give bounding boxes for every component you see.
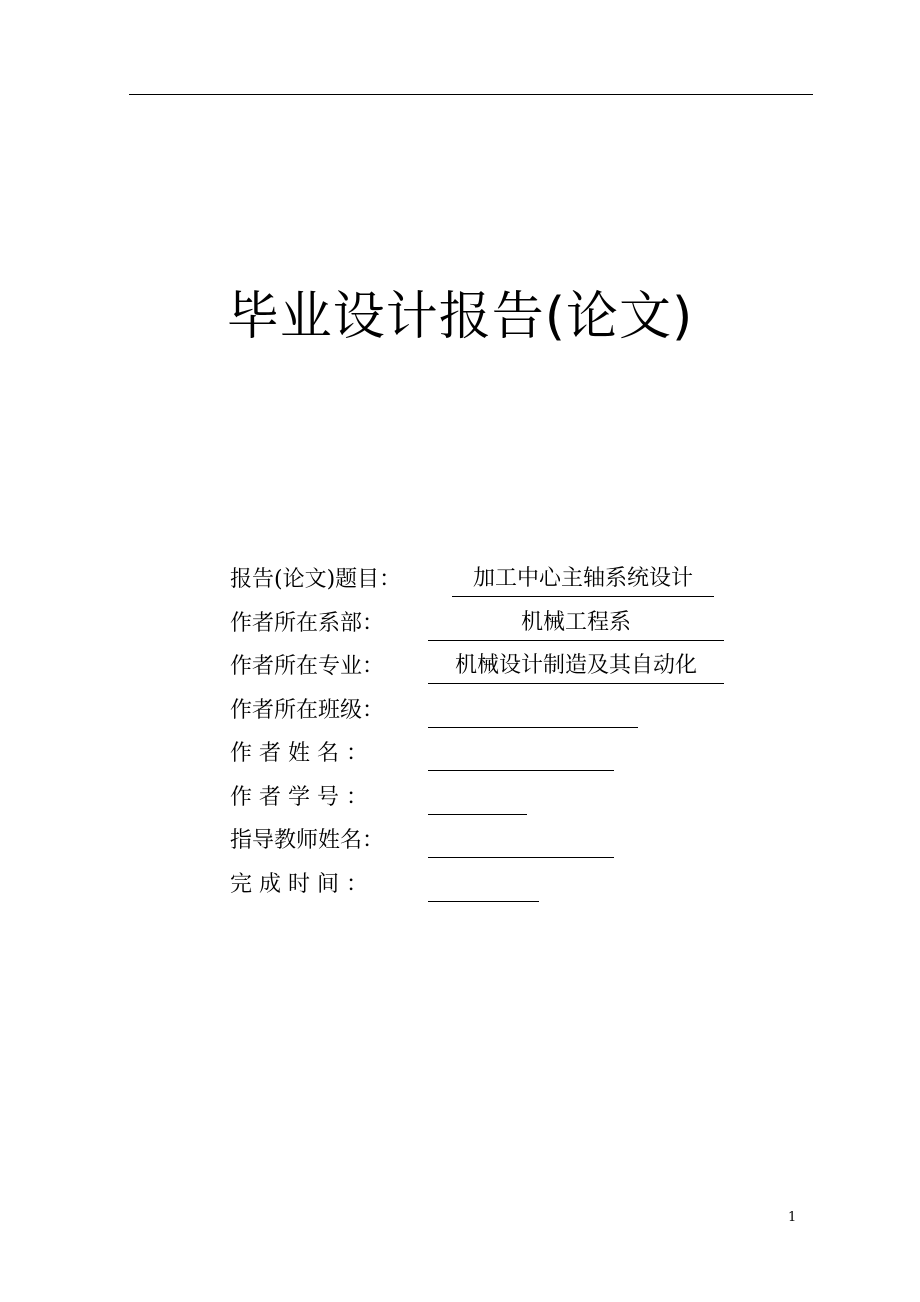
advisor-row <box>230 819 750 863</box>
name-value <box>428 736 614 771</box>
advisor-value <box>428 823 614 858</box>
student-id-value <box>428 780 527 815</box>
student-id-row <box>230 776 750 820</box>
department-value: 机械工程系 <box>428 606 724 641</box>
page-number: 1 <box>788 1210 797 1225</box>
class-value <box>428 693 638 728</box>
topic-row <box>230 558 750 602</box>
department-label: 作者所在系部： <box>230 610 385 636</box>
completion-time-label: 完 成 时 间 ： <box>230 871 368 897</box>
header-rule <box>129 94 813 95</box>
topic-label: 报告(论文)题目： <box>230 567 402 592</box>
completion-time-value <box>428 867 539 902</box>
cover-info-block <box>230 558 750 906</box>
student-id-label: 作 者 学 号 ： <box>230 784 368 810</box>
name-label: 作 者 姓 名 ： <box>230 741 368 766</box>
class-label: 作者所在班级： <box>230 697 385 723</box>
major-row <box>230 645 750 689</box>
department-row <box>230 602 750 646</box>
topic-value: 加工中心主轴系统设计 <box>452 562 714 597</box>
major-value: 机械设计制造及其自动化 <box>428 649 724 684</box>
class-row <box>230 689 750 733</box>
report-title: 毕业设计报告(论文) <box>226 287 694 347</box>
name-row <box>230 732 750 776</box>
major-label: 作者所在专业： <box>230 654 385 679</box>
completion-time-row <box>230 863 750 907</box>
advisor-label: 指导教师姓名： <box>230 828 385 853</box>
